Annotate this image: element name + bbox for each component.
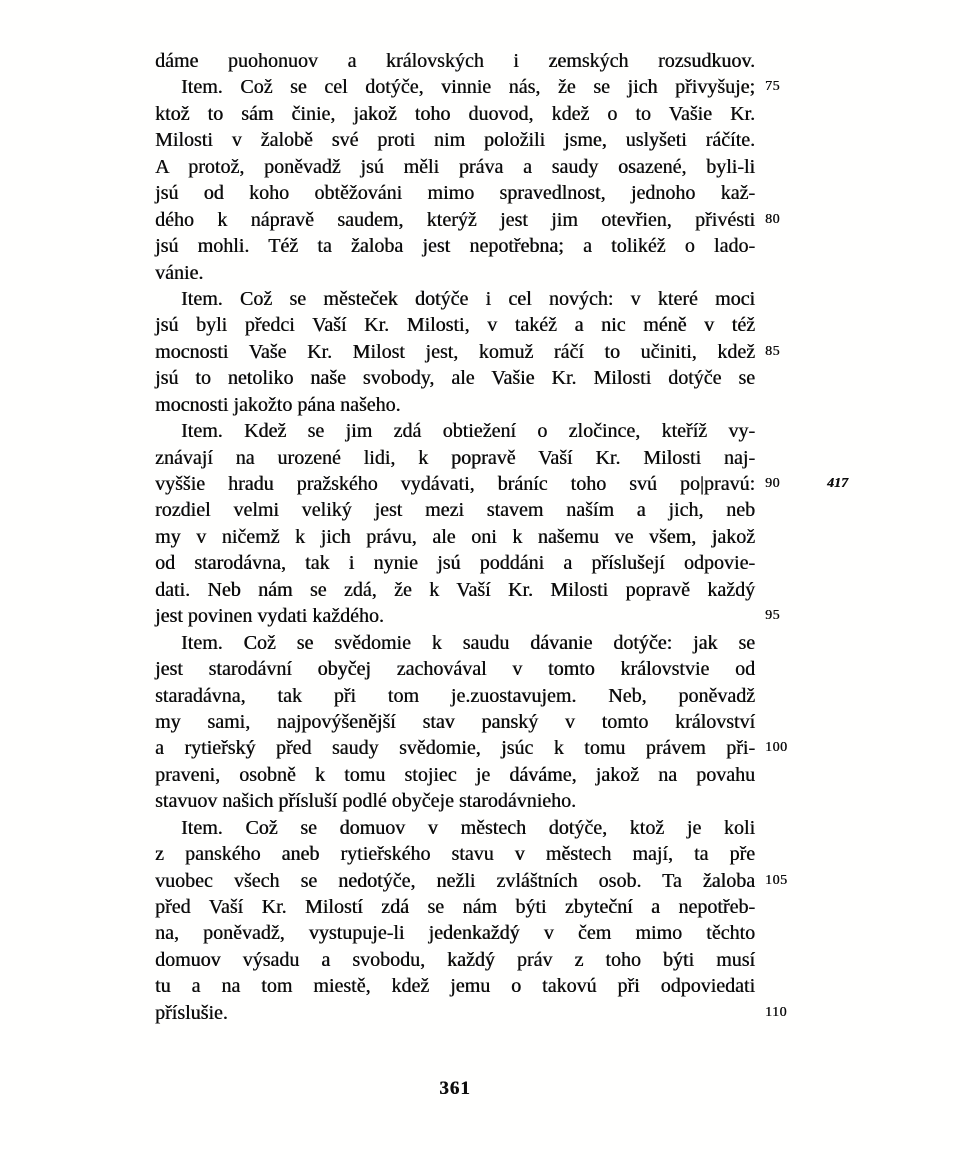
text-line: dého k nápravě saudem, kterýž jest jim otevřien, přivésti 80 — [155, 207, 755, 233]
text-line: od starodávna, tak i nynie jsú poddáni a příslušejí odpovie- — [155, 552, 755, 575]
text-line: jest povinen vydati každého. 95 — [155, 603, 755, 629]
text-line: Item. Což se městeček dotýče i cel nových: v které moci — [181, 287, 755, 310]
text-line: jsú mohli. Též ta žaloba jest nepotřebna; a tolikéž o lado- — [155, 235, 755, 258]
text-block — [155, 48, 848, 1026]
text-line: vyššie hradu pražského vydávati, bráníc toho svú po|pravú: 90 417 — [155, 471, 755, 497]
line-number: 95 — [765, 608, 780, 624]
text-line: praveni, osobně k tomu stojiec je dáváme, jakož na povahu — [155, 763, 755, 786]
text-line: z panského aneb rytieřského stavu v městech mají, ta pře — [155, 843, 755, 866]
line-number: 110 — [765, 1004, 787, 1020]
text-line: jsú od koho obtěžováni mimo spravedlnost, jednoho kaž- — [155, 182, 755, 205]
text-line: vuobec všech se nedotýče, nežli zvláštních osob. Ta žaloba 105 — [155, 868, 755, 894]
text-line: příslušie. 110 — [155, 1000, 755, 1026]
text-line: rozdiel velmi veliký jest mezi stavem naším a jich, neb — [155, 499, 755, 522]
line-number: 100 — [765, 740, 788, 756]
text-line: mocnosti jakožto pána našeho. — [155, 393, 401, 416]
text-line: Item. Což se svědomie k saudu dávanie dotýče: jak se — [181, 631, 755, 654]
text-line: jsú byli předci Vaší Kr. Milosti, v takéž a nic méně v též — [155, 314, 755, 337]
folio-number: 417 — [827, 476, 848, 491]
line-number: 90 — [765, 476, 780, 491]
line-number: 105 — [765, 872, 788, 888]
line-number: 80 — [765, 211, 780, 227]
text-line: domuov výsadu a svobodu, každý práv z toho býti musí — [155, 948, 755, 971]
text-line: mocnosti Vaše Kr. Milost jest, komuž ráčí to učiniti, kdež 85 — [155, 339, 755, 365]
text-line: dáme puohonuov a královských i zemských rozsudkuov. — [155, 50, 755, 72]
line-number: 85 — [765, 343, 780, 359]
page-number: 361 — [439, 1078, 471, 1099]
text-line: před Vaší Kr. Milostí zdá se nám býti zbyteční a nepotřeb- — [155, 896, 755, 918]
text-line: staradávna, tak při tom je.zuostavujem. Neb, poněvadž — [155, 684, 755, 707]
text-line: A protož, poněvadž jsú měli práva a saudy osazené, byli-li — [155, 155, 755, 178]
text-line: my sami, najpovýšenější stav panský v tomto království — [155, 710, 755, 733]
text-line: stavuov našich přísluší podlé obyčeje starodávnieho. — [155, 790, 577, 813]
text-line: znávají na urozené lidi, k popravě Vaší Kr. Milosti naj- — [155, 446, 755, 469]
text-line: vánie. — [155, 261, 204, 284]
text-line: na, poněvadž, vystupuje-li jedenkaždý v čem mimo těchto — [155, 922, 755, 945]
text-line: a rytieřský před saudy svědomie, jsúc k tomu právem při- 100 — [155, 735, 755, 761]
text-line: my v ničemž k jich právu, ale oni k našemu ve všem, jakož — [155, 525, 755, 548]
text-line: jsú to netoliko naše svobody, ale Vašie Kr. Milosti dotýče se — [155, 367, 755, 390]
text-line: ktož to sám činie, jakož toho duovod, kdež o to Vašie Kr. — [155, 102, 755, 125]
text-line: Item. Což se cel dotýče, vinnie nás, že se jich přivyšuje; 75 — [155, 74, 755, 100]
line-number: 75 — [765, 79, 780, 95]
text-line: Milosti v žalobě své proti nim položili jsme, uslyšeti ráčíte. — [155, 129, 755, 152]
text-line: Item. Což se domuov v městech dotýče, ktož je koli — [181, 816, 755, 839]
text-line: dati. Neb nám se zdá, že k Vaší Kr. Milosti popravě každý — [155, 578, 755, 601]
text-line: jest starodávní obyčej zachovával v tomto královstvie od — [155, 658, 755, 681]
text-line: Item. Kdež se jim zdá obtiežení o zločince, kteříž vy- — [181, 420, 755, 443]
text-line: tu a na tom miestě, kdež jemu o takovú při odpoviedati — [155, 975, 755, 998]
